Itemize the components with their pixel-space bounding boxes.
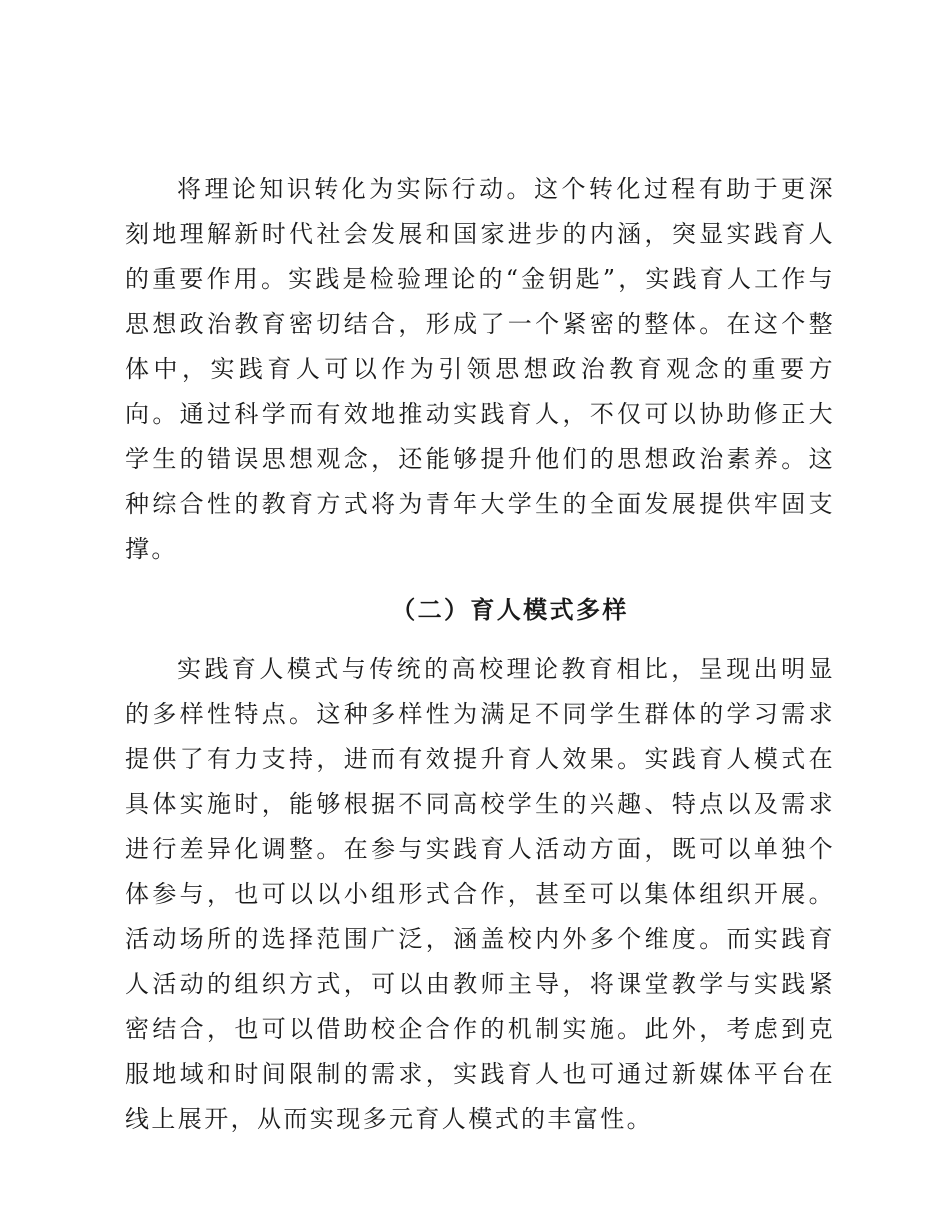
- body-paragraph: 实践育人模式与传统的高校理论教育相比，呈现出明显的多样性特点。这种多样性为满足不同学生群体的学习需求提供了有力支持，进而有效提升育人效果。实践育人模式在具体实施时，能够根据不同高校学生的兴趣、特点以及需求进行差异化调整。在参与实践育人活动方面，既可以单独个体参与，也可以以小组形式合作，甚至可以集体组织开展。活动场所的选择范围广泛，涵盖校内外多个维度。而实践育人活动的组织方式，可以由教师主导，将课堂教学与实践紧密结合，也可以借助校企合作的机制实施。此外，考虑到克服地域和时间限制的需求，实践育人也可通过新媒体平台在线上展开，从而实现多元育人模式的丰富性。: [125, 655, 835, 1133]
- body-paragraph: 将理论知识转化为实际行动。这个转化过程有助于更深刻地理解新时代社会发展和国家进步的内涵，突显实践育人的重要作用。实践是检验理论的“金钥匙”，实践育人工作与思想政治教育密切结合，形成了一个紧密的整体。在这个整体中，实践育人可以作为引领思想政治教育观念的重要方向。通过科学而有效地推动实践育人，不仅可以协助修正大学生的错误思想观念，还能够提升他们的思想政治素养。这种综合性的教育方式将为青年大学生的全面发展提供牢固支撑。: [125, 175, 835, 563]
- document-body: [125, 167, 835, 1142]
- section-heading: （二）育人模式多样: [391, 595, 629, 624]
